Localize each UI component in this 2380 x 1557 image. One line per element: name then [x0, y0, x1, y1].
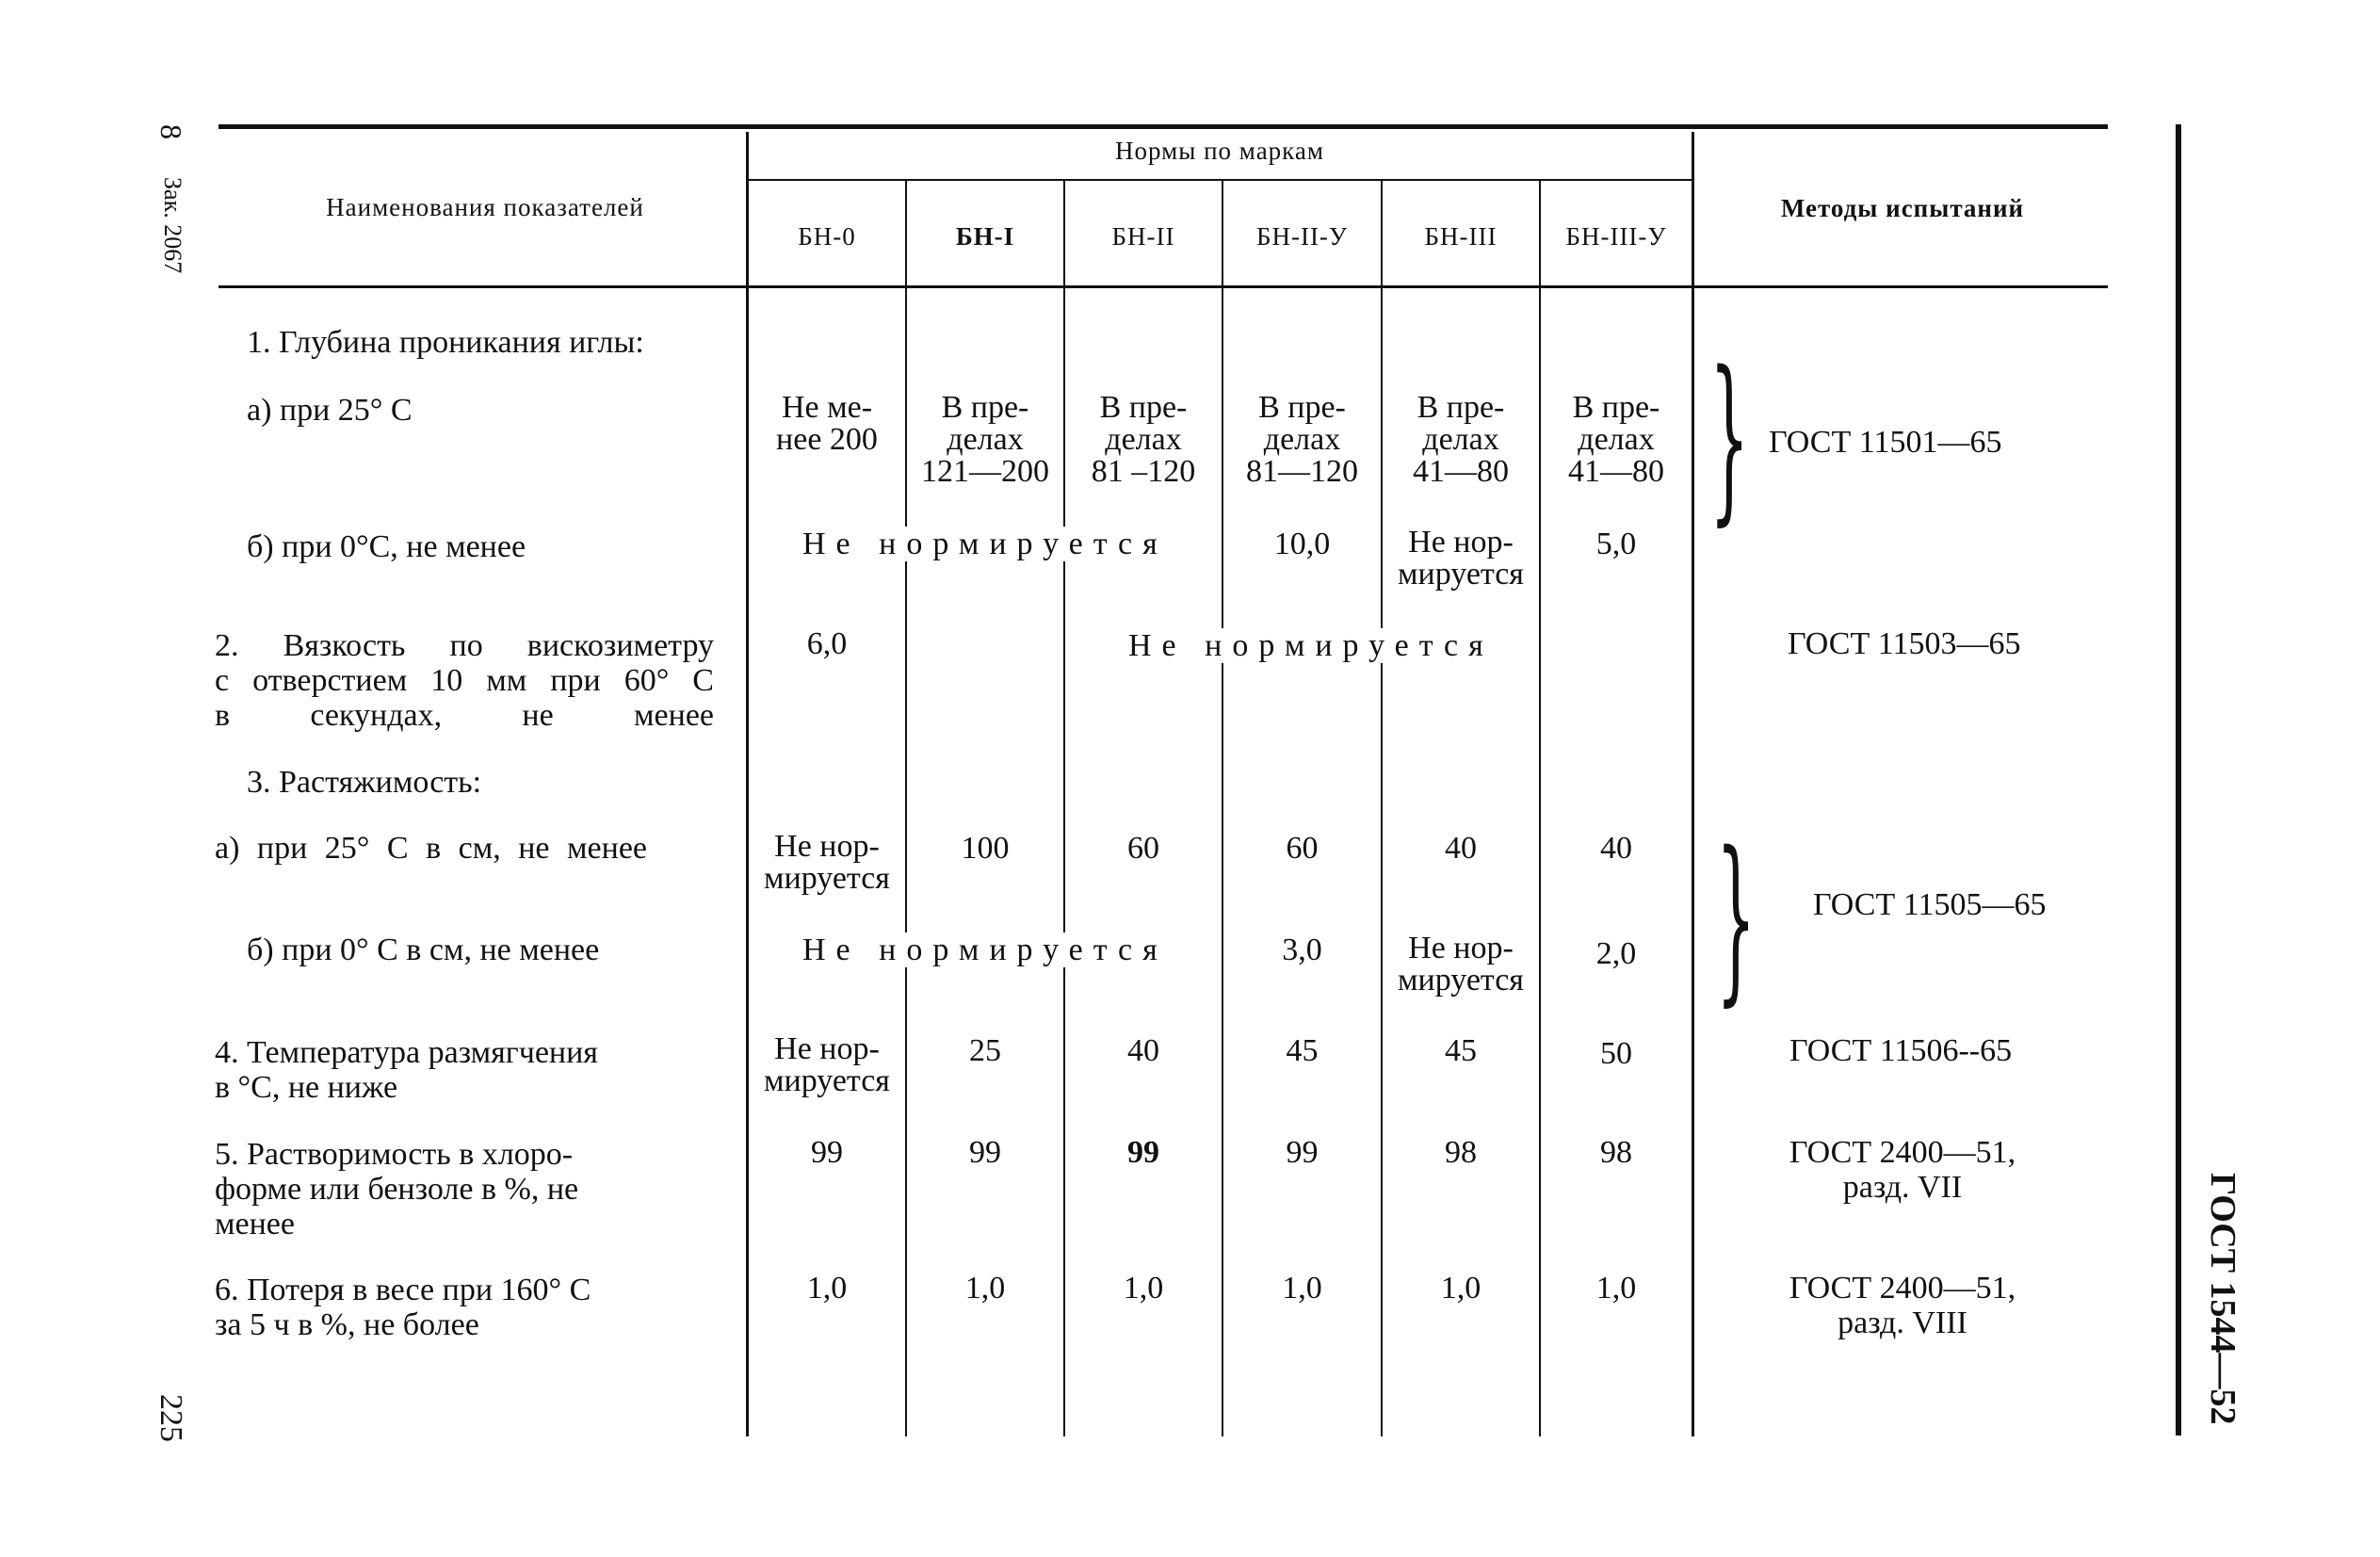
row4-method: ГОСТ 11506--65 — [1789, 1033, 2013, 1068]
row1a-value: В пре- делах 41—80 — [1383, 392, 1539, 488]
header-bottom-rule — [219, 285, 2108, 288]
row1b-value: Не нор- мируется — [1398, 525, 1524, 592]
row1a-value: Не ме- нее 200 — [749, 392, 905, 456]
row6-value: 1,0 — [1595, 1271, 1637, 1306]
row1b-value: 10,0 — [1273, 527, 1331, 561]
col-divider — [1381, 181, 1383, 1436]
row5-value: 99 — [811, 1135, 843, 1170]
row3a-value: 40 — [1600, 831, 1632, 866]
row3b-value: 3,0 — [1282, 933, 1322, 967]
row6-value: 1,0 — [1282, 1271, 1322, 1306]
gost-side-title: ГОСТ 1544—52 — [2203, 1173, 2242, 1425]
table-top-rule — [219, 124, 2108, 129]
row1b-not-normed: Не нормируется — [802, 527, 1168, 561]
header-grade: БН-0 — [798, 222, 856, 251]
row4-value: Не нор- мируется — [749, 1033, 905, 1097]
row6-value: 1,0 — [964, 1271, 1006, 1306]
header-methods: Методы испытаний — [1780, 194, 2025, 222]
col-divider — [905, 181, 907, 1436]
row5-value: 99 — [1286, 1135, 1319, 1170]
row4-value: 50 — [1600, 1036, 1632, 1071]
right-border-rule — [2176, 124, 2181, 1435]
header-grade: БН-III — [1424, 222, 1498, 251]
col-divider — [746, 132, 749, 1436]
header-name-column: Наименования показателей — [326, 193, 644, 221]
row2-method: ГОСТ 11503—65 — [1788, 626, 2021, 661]
row2-label: 2. Вязкость по вискозиметру с отверстием 10 мм при 60° С в секундах, не менее — [215, 628, 714, 733]
row5-value: 99 — [1127, 1135, 1159, 1170]
row4-value: 45 — [1445, 1033, 1477, 1068]
order-number: Зак. 2067 — [159, 177, 186, 274]
row3-title: 3. Растяжимость: — [247, 765, 482, 800]
row5-value: 98 — [1600, 1135, 1632, 1170]
row3b-value: 2,0 — [1595, 936, 1637, 971]
row2-not-normed: Не нормируется — [1128, 628, 1494, 663]
row1b-label: б) при 0°С, не менее — [247, 529, 526, 564]
row4-value: 25 — [969, 1033, 1001, 1068]
row6-method: ГОСТ 2400—51, разд. VIII — [1789, 1271, 2016, 1340]
row1a-value: В пре- делах 81—120 — [1223, 392, 1381, 488]
row3a-value: 100 — [961, 831, 1010, 866]
row2-value: 6,0 — [806, 626, 848, 661]
row6-value: 1,0 — [806, 1271, 848, 1306]
row1a-value: В пре- делах 81 –120 — [1065, 392, 1222, 488]
row1b-value: 5,0 — [1595, 527, 1637, 561]
row3a-value: 60 — [1286, 831, 1319, 866]
row1a-label: а) при 25° С — [247, 393, 413, 428]
row1a-value: В пре- делах 41—80 — [1541, 392, 1692, 488]
row6-value: 1,0 — [1440, 1271, 1481, 1306]
header-grade: БН-II-У — [1255, 222, 1349, 251]
row3a-label: а) при 25° С в см, не менее — [215, 831, 648, 866]
row4-value: 45 — [1286, 1033, 1319, 1068]
col-divider — [1692, 132, 1694, 1436]
row3a-value: 60 — [1127, 831, 1159, 866]
norms-sub-rule — [747, 179, 1692, 181]
header-grade: БН-I — [955, 222, 1015, 251]
row3-method: ГОСТ 11505—65 — [1813, 887, 2047, 922]
row3b-not-normed: Не нормируется — [802, 933, 1168, 967]
col-divider — [1222, 181, 1223, 1436]
row5-value: 98 — [1445, 1135, 1477, 1170]
col-divider — [1539, 181, 1541, 1436]
header-grade: БН-III-У — [1565, 222, 1667, 251]
row1a-value: В пре- делах 121—200 — [907, 392, 1063, 488]
row6-label: 6. Потеря в весе при 160° С за 5 ч в %, не более — [215, 1273, 591, 1342]
row5-method: ГОСТ 2400—51, разд. VII — [1789, 1135, 2016, 1205]
row3a-value: Не нор- мируется — [749, 831, 905, 895]
row4-value: 40 — [1127, 1033, 1159, 1068]
header-grade: БН-II — [1111, 222, 1175, 251]
brace-icon: } — [1709, 333, 1750, 542]
page-number-bottom: 225 — [154, 1394, 188, 1442]
row5-label: 5. Растворимость в хлоро- форме или бензоле в %, не менее — [215, 1137, 579, 1241]
row6-value: 1,0 — [1123, 1271, 1164, 1306]
row1-method: ГОСТ 11501—65 — [1769, 425, 2002, 460]
row1-title: 1. Глубина проникания иглы: — [247, 325, 644, 360]
header-norms: Нормы по маркам — [1115, 137, 1324, 165]
row3b-label: б) при 0° С в см, не менее — [247, 933, 600, 967]
page-number-top: 8 — [154, 124, 188, 139]
row4-label: 4. Температура размягчения в °С, не ниже — [215, 1035, 598, 1105]
col-divider — [1063, 181, 1065, 1436]
row3a-value: 40 — [1445, 831, 1477, 866]
row5-value: 99 — [969, 1135, 1001, 1170]
brace-icon: } — [1716, 814, 1757, 1022]
row3b-value: Не нор- мируется — [1398, 931, 1524, 997]
